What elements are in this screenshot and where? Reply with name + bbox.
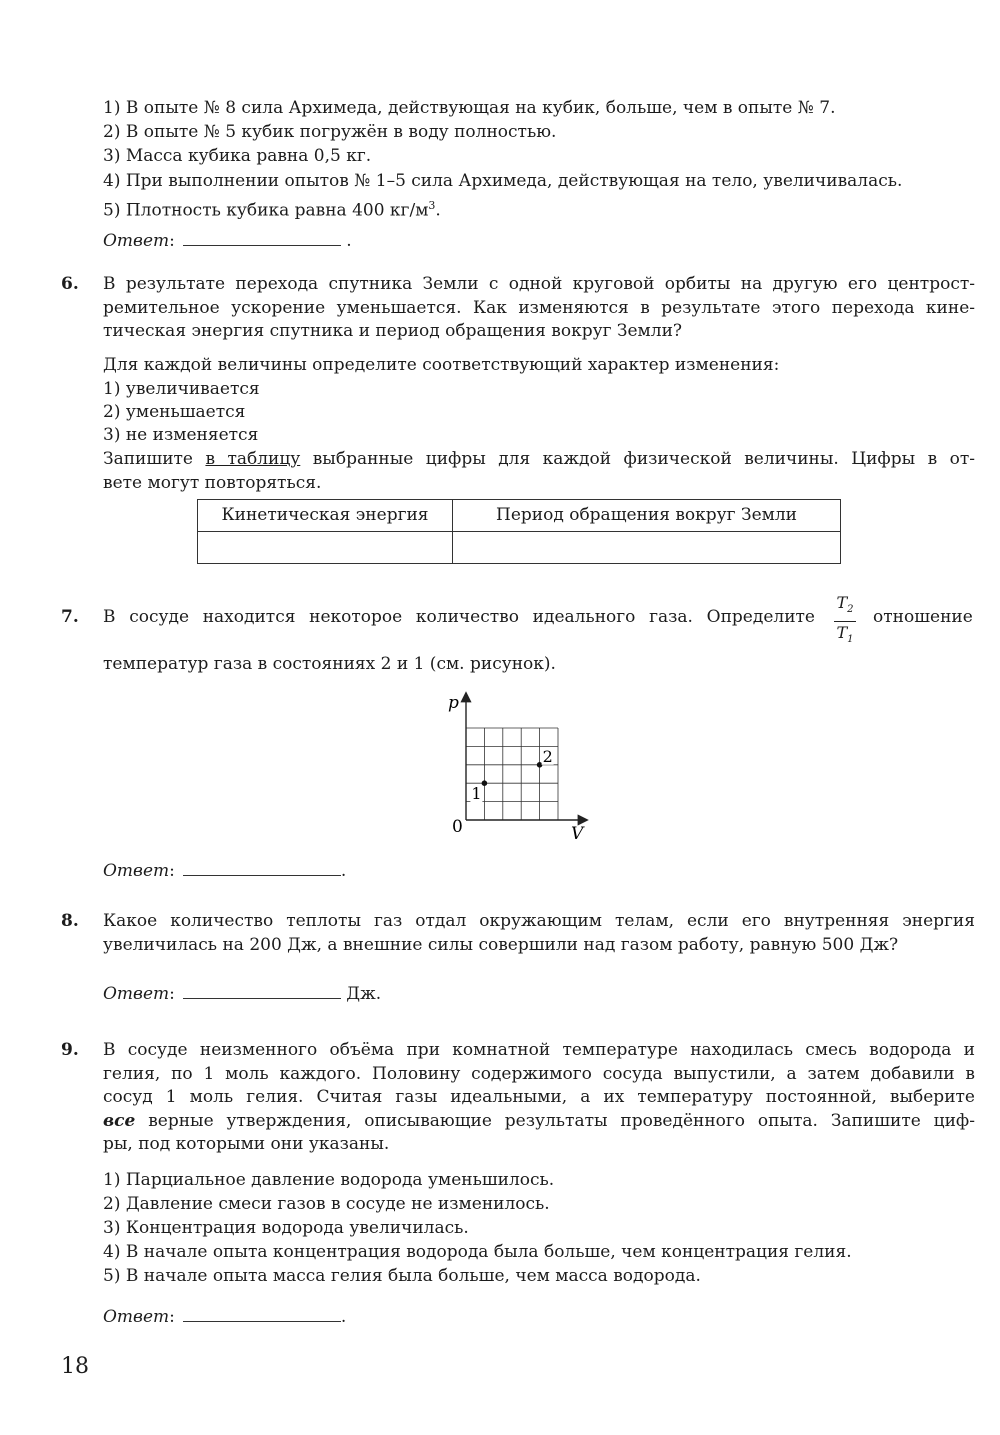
q6-choice-1: 1) увеличивается [103, 379, 260, 399]
q9-answer-field[interactable] [183, 1305, 341, 1322]
q9-option-5: 5) В начале опыта масса гелия была больше, чем масса водорода. [103, 1266, 701, 1286]
q8-answer: Ответ: Дж. [103, 984, 382, 1004]
q7-pv-graph [440, 688, 600, 848]
q5-answer-field[interactable] [183, 229, 341, 246]
v-axis-label: V [571, 824, 584, 844]
q5-option-2: 2) В опыте № 5 кубик погружён в воду полностью. [103, 122, 557, 142]
q6-header-kinetic: Кинетическая энергия [198, 500, 453, 532]
q8-answer-field[interactable] [183, 982, 341, 999]
q7-fraction: $T_2$ $T_1$ [832, 594, 858, 649]
q9-option-1: 1) Парциальное давление водорода уменьшилось. [103, 1170, 555, 1190]
q6-text: В результате перехода спутника Земли с одной круговой орбиты на другую его центрост- ремительное ускорение уменьшается. Как изменяются в результате этого перехода кине- тическая энергия спутника и период обращения вокруг Земли? [103, 274, 975, 342]
q9-option-3: 3) Концентрация водорода увеличилась. [103, 1218, 469, 1238]
state-point-label-2: 2 [542, 746, 553, 766]
q9-number: 9. [61, 1040, 79, 1060]
q7-text-post: отношение [873, 607, 973, 627]
q9-answer: Ответ: . [103, 1307, 347, 1327]
q5-option-3: 3) Масса кубика равна 0,5 кг. [103, 146, 372, 166]
q6-header-period: Период обращения вокруг Земли [453, 500, 841, 532]
q9-option-2: 2) Давление смеси газов в сосуде не изменилось. [103, 1194, 550, 1214]
q6-instruction: Для каждой величины определите соответствующий характер изменения: [103, 355, 780, 375]
q6-cell-kinetic[interactable] [198, 532, 453, 564]
graph-grid [466, 728, 558, 820]
q9-option-4: 4) В начале опыта концентрация водорода была больше, чем концентрация гелия. [103, 1242, 852, 1262]
state-point-2 [537, 762, 543, 768]
page-number: 18 [61, 1354, 89, 1379]
q7-answer: Ответ: . [103, 861, 347, 881]
q8-number: 8. [61, 911, 79, 931]
q6-write-instruction: Запишите в таблицу выбранные цифры для каждой физической величины. Цифры в от- вете могут повторяться. [103, 449, 975, 493]
q6-choice-2: 2) уменьшается [103, 402, 246, 422]
q7-text-pre: В сосуде находится некоторое количество идеального газа. Определите [103, 607, 815, 627]
q6-answer-table [197, 499, 841, 564]
state-point-1 [482, 780, 488, 786]
q6-cell-period[interactable] [453, 532, 841, 564]
q5-option-1: 1) В опыте № 8 сила Архимеда, действующая на кубик, больше, чем в опыте № 7. [103, 98, 836, 118]
q7-number: 7. [61, 607, 79, 627]
q7-text-line2: температур газа в состояниях 2 и 1 (см. рисунок). [103, 654, 556, 674]
q5-answer: Ответ: . [103, 231, 352, 251]
q6-choice-3: 3) не изменяется [103, 425, 259, 445]
state-point-label-1: 1 [471, 784, 482, 804]
origin-label: 0 [452, 817, 463, 837]
p-axis-label: p [448, 693, 459, 713]
q6-number: 6. [61, 274, 79, 294]
q5-option-5: 5) Плотность кубика равна 400 $кг/м^3$. [103, 199, 441, 221]
q9-text: В сосуде неизменного объёма при комнатной температуре находилась смесь водорода и гелия, по 1 моль каждого. Половину содержимого сосуда выпустили, а затем добавили в сосуд 1 моль гелия. Считая газы идеальными, а их температуру постоянной, выберите все верные утверждения, описывающие результаты проведённого опыта. Запишите циф- ры, под которыми они указаны. [103, 1040, 975, 1155]
q8-text: Какое количество теплоты газ отдал окружающим телам, если его внутренняя энергия увеличилась на 200 Дж, а внешние силы совершили над газом работу, равную 500 Дж? [103, 911, 975, 955]
q7-answer-field[interactable] [183, 859, 341, 876]
q5-option-4: 4) При выполнении опытов № 1–5 сила Архимеда, действующая на тело, увеличивалась. [103, 171, 903, 191]
